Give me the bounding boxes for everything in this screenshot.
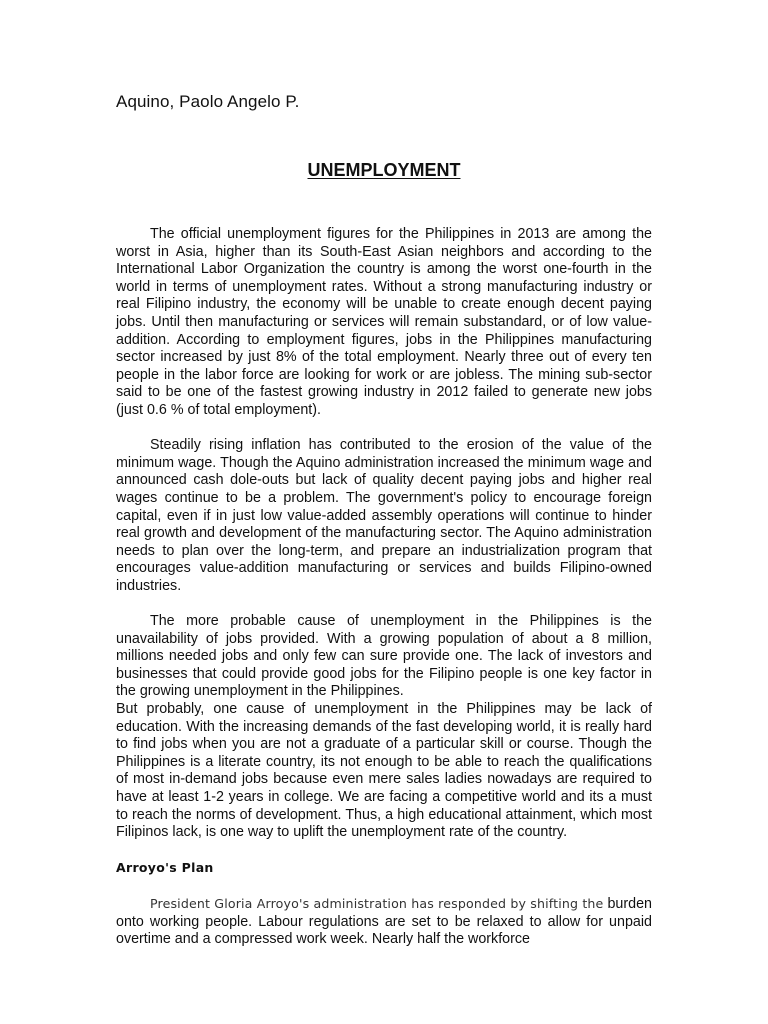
author-name: Aquino, Paolo Angelo P. xyxy=(116,92,300,111)
document-body xyxy=(116,226,652,949)
arroyo-rest: burden onto working people. Labour regulations are set to be relaxed to allow for unpaid overtime and a compressed work week. Nearly half the workforce xyxy=(116,895,652,948)
paragraph-probable-cause: The more probable cause of unemployment in the Philippines is the unavailability of jobs provided. With a growing population of about a 8 million, millions needed jobs and only few can sure provide one. The lack of investors and businesses that could provide good jobs for the Filipino people is one key factor in the growing unemployment in the Philippines. xyxy=(116,613,652,700)
paragraph-inflation: Steadily rising inflation has contributed to the erosion of the value of the minimum wage. Though the Aquino administration increased the minimum wage and announced cash dole-outs but lack of quality decent paying jobs and higher real wages continue to be a problem. The government's policy to encourage foreign capital, even if in just low value-added assembly operations will continue to hinder real growth and development of the manufacturing sector. The Aquino administration needs to plan over the long-term, and prepare an industrialization program that encourages value-addition manufacturing or services and builds Filipino-owned industries. xyxy=(116,437,652,594)
document-title: UNEMPLOYMENT xyxy=(307,160,461,180)
paragraph-official-figures: The official unemployment figures for the Philippines in 2013 are among the worst in Asia, higher than its South-East Asian neighbors and according to the International Labor Organization the country is among the worst one-fourth in the world in terms of unemployment rates. Without a strong manufacturing industry or real Filipino industry, the economy will be unable to create enough decent paying jobs. Until then manufacturing or services will remain substandard, or of low value-addition. According to employment figures, jobs in the Philippines manufacturing sector increased by just 8% of the total employment. Nearly three out of every ten people in the labor force are looking for work or are jobless. The mining sub-sector said to be one of the fastest growing industry in 2012 failed to generate new jobs (just 0.6 % of total employment). xyxy=(116,226,652,418)
paragraph-arroyo-plan xyxy=(116,895,652,949)
arroyo-first-line: President Gloria Arroyo's administration has responded by shifting the xyxy=(150,895,604,911)
section-heading-arroyo: Arroyo's Plan xyxy=(116,860,214,876)
paragraph-education: But probably, one cause of unemployment in the Philippines may be lack of education. With the increasing demands of the fast developing world, it is really hard to find jobs when you are not a graduate of a particular skill or course. Though the Philippines is a literate country, its not enough to be able to reach the qualifications of most in-demand jobs because even mere sales ladies nowadays are required to have at least 1-2 years in college. We are facing a competitive world and its a must to reach the norms of development. Thus, a high educational attainment, which most Filipinos lack, is one way to uplift the unemployment rate of the country. xyxy=(116,701,652,841)
